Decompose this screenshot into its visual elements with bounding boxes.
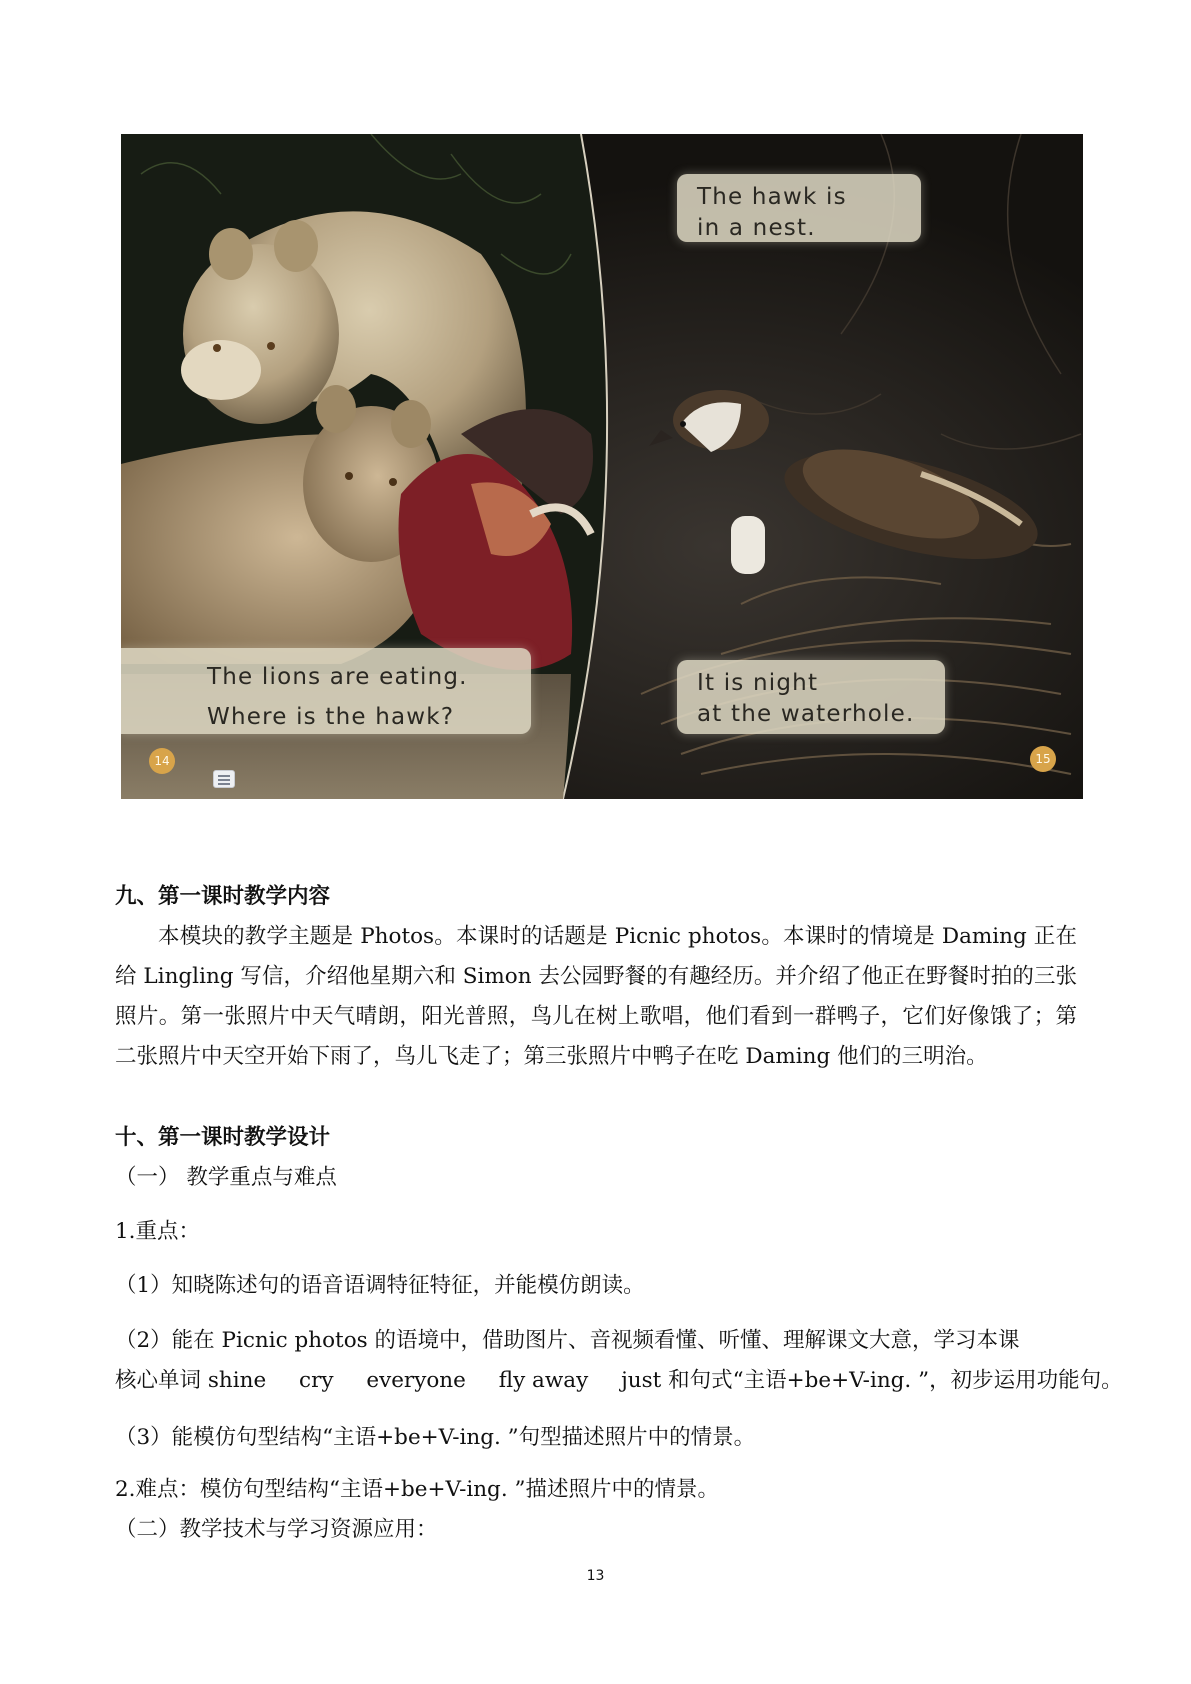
key-point-item-3: （3）能模仿句型结构“主语+be+V-ing. ”句型描述照片中的情景。 — [115, 1425, 756, 1450]
caption-line: at the waterhole. — [697, 701, 915, 727]
key-points-label: 1.重点： — [115, 1219, 201, 1244]
caption-line: The lions are eating. — [207, 664, 468, 690]
vocab-word: everyone — [366, 1368, 466, 1393]
vocab-word: just — [621, 1368, 662, 1393]
textbook-photo-spread — [121, 134, 1083, 799]
item2-line-1: （2）能在 Picnic photos 的语境中，借助图片、音视频看懂、听懂、理解课文大意，学习本课 — [115, 1328, 1020, 1353]
vocab-word: cry — [299, 1368, 334, 1393]
difficulty-line: 2.难点：模仿句型结构“主语+be+V-ing. ”描述照片中的情景。 — [115, 1477, 719, 1502]
item2-prefix: 核心单词 — [115, 1368, 202, 1393]
list-icon[interactable] — [213, 770, 235, 788]
item2-suffix: 和句式“主语+be+V-ing. ”，初步运用功能句。 — [668, 1368, 1123, 1393]
caption-line: The hawk is — [697, 184, 847, 210]
section9-paragraph: 本模块的教学主题是 Photos。本课时的话题是 Picnic photos。本课时的情境是 Daming 正在给 Lingling 写信，介绍他星期六和 Simon 去公园野餐的有趣经历。并介绍了他正在野餐时拍的三张照片。第一张照片中天气晴朗，阳光普照，鸟儿在树上歌唱，他们看到一群鸭子，它们好像饿了；第二张照片中天空开始下雨了，鸟儿飞走了；第三张照片中鸭子在吃 Daming 他们的三明治。 — [115, 924, 1077, 1069]
caption-lions — [121, 648, 531, 734]
page-footer-number: 13 — [586, 1568, 605, 1584]
caption-line: Where is the hawk? — [207, 704, 455, 730]
subheading-technology: （二）教学技术与学习资源应用： — [115, 1517, 438, 1542]
key-point-item-1: （1）知晓陈述句的语音语调特征特征，并能模仿朗读。 — [115, 1273, 645, 1298]
caption-hawk-nest — [677, 174, 921, 242]
right-page-number-badge: 15 — [1030, 746, 1056, 772]
section10-heading: 十、第一课时教学设计 — [115, 1125, 331, 1150]
vocab-word: fly away — [498, 1368, 589, 1393]
item2-line-2 — [115, 1361, 1123, 1401]
caption-line: in a nest. — [697, 215, 816, 241]
key-point-item-2 — [115, 1321, 1123, 1401]
subheading-key-points: （一） 教学重点与难点 — [115, 1165, 337, 1190]
caption-line: It is night — [697, 670, 819, 696]
caption-night — [677, 660, 945, 734]
vocab-word: shine — [207, 1368, 267, 1393]
section9-heading: 九、第一课时教学内容 — [115, 884, 331, 909]
left-page-number-badge: 14 — [149, 748, 175, 774]
